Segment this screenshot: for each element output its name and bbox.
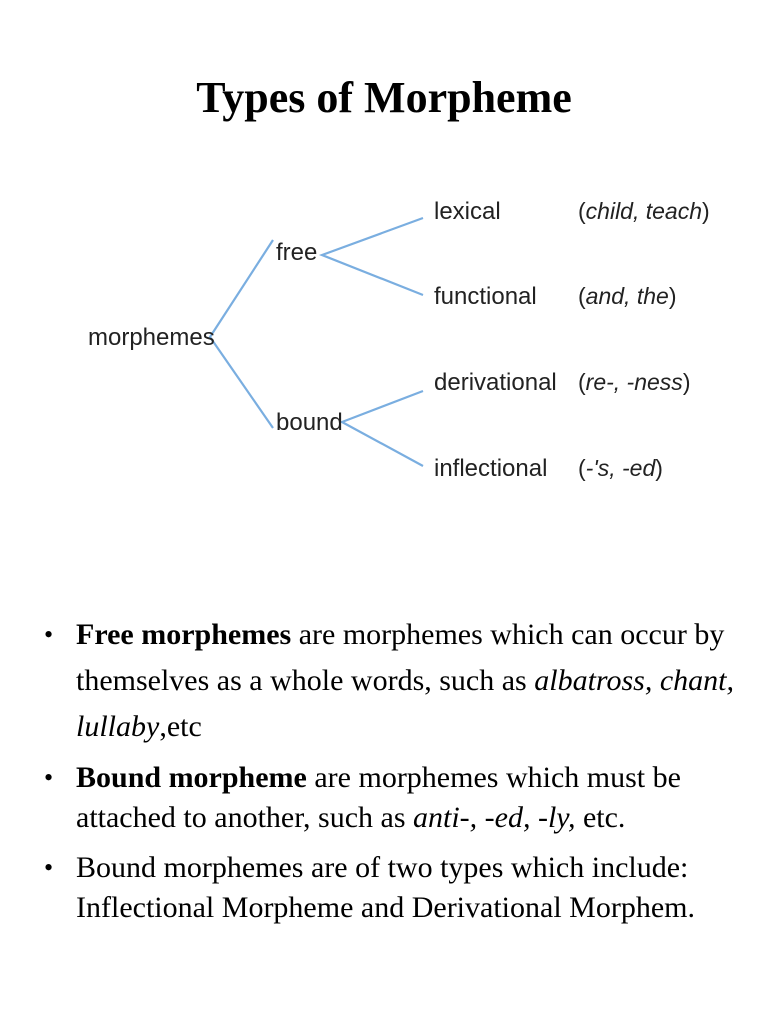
lexical-node-label: lexical [434, 198, 501, 225]
derivational-node-label: derivational [434, 369, 557, 396]
bullet-bound-types [0, 848, 768, 928]
slide-title: Types of Morpheme [196, 73, 572, 122]
derivational-examples: (re-, -ness) [578, 369, 691, 395]
free-node-label: free [276, 239, 318, 266]
bound-morpheme-term: Bound morpheme [76, 761, 307, 794]
bullet-bound-morpheme [0, 758, 768, 838]
edge-bound-derivational-inflectional [342, 391, 423, 466]
free-morphemes-text: are morphemes which can occur by themselves as a whole words, such as [76, 618, 725, 697]
bound-morpheme-examples: anti-, -ed, -ly, [413, 801, 576, 834]
edge-root-free [210, 240, 273, 428]
inflectional-node-label: inflectional [434, 455, 548, 482]
bound-node-label: bound [276, 409, 343, 436]
functional-examples: (and, the) [578, 283, 677, 309]
free-morphemes-etc: ,etc [159, 710, 202, 743]
lexical-examples: (child, teach) [578, 198, 710, 224]
functional-node-label: functional [434, 283, 537, 310]
root-node-label: morphemes [88, 324, 215, 351]
free-morphemes-examples: albatross, chant, lullaby [76, 664, 734, 743]
bound-types-text: Bound morphemes are of two types which include: Inflectional Morpheme and Derivational Morphem. [76, 851, 695, 924]
bound-morpheme-text: are morphemes which must be attached to another, such as [76, 761, 681, 834]
bullet-list [0, 612, 768, 928]
bound-morpheme-etc: etc. [575, 801, 626, 834]
morpheme-tree-diagram [60, 130, 720, 530]
edge-free-lexical-functional [322, 218, 423, 295]
bullet-free-morphemes [0, 612, 768, 750]
morpheme-tree-svg [60, 130, 720, 530]
free-morphemes-term: Free morphemes [76, 618, 292, 651]
inflectional-examples: (-'s, -ed) [578, 455, 663, 481]
